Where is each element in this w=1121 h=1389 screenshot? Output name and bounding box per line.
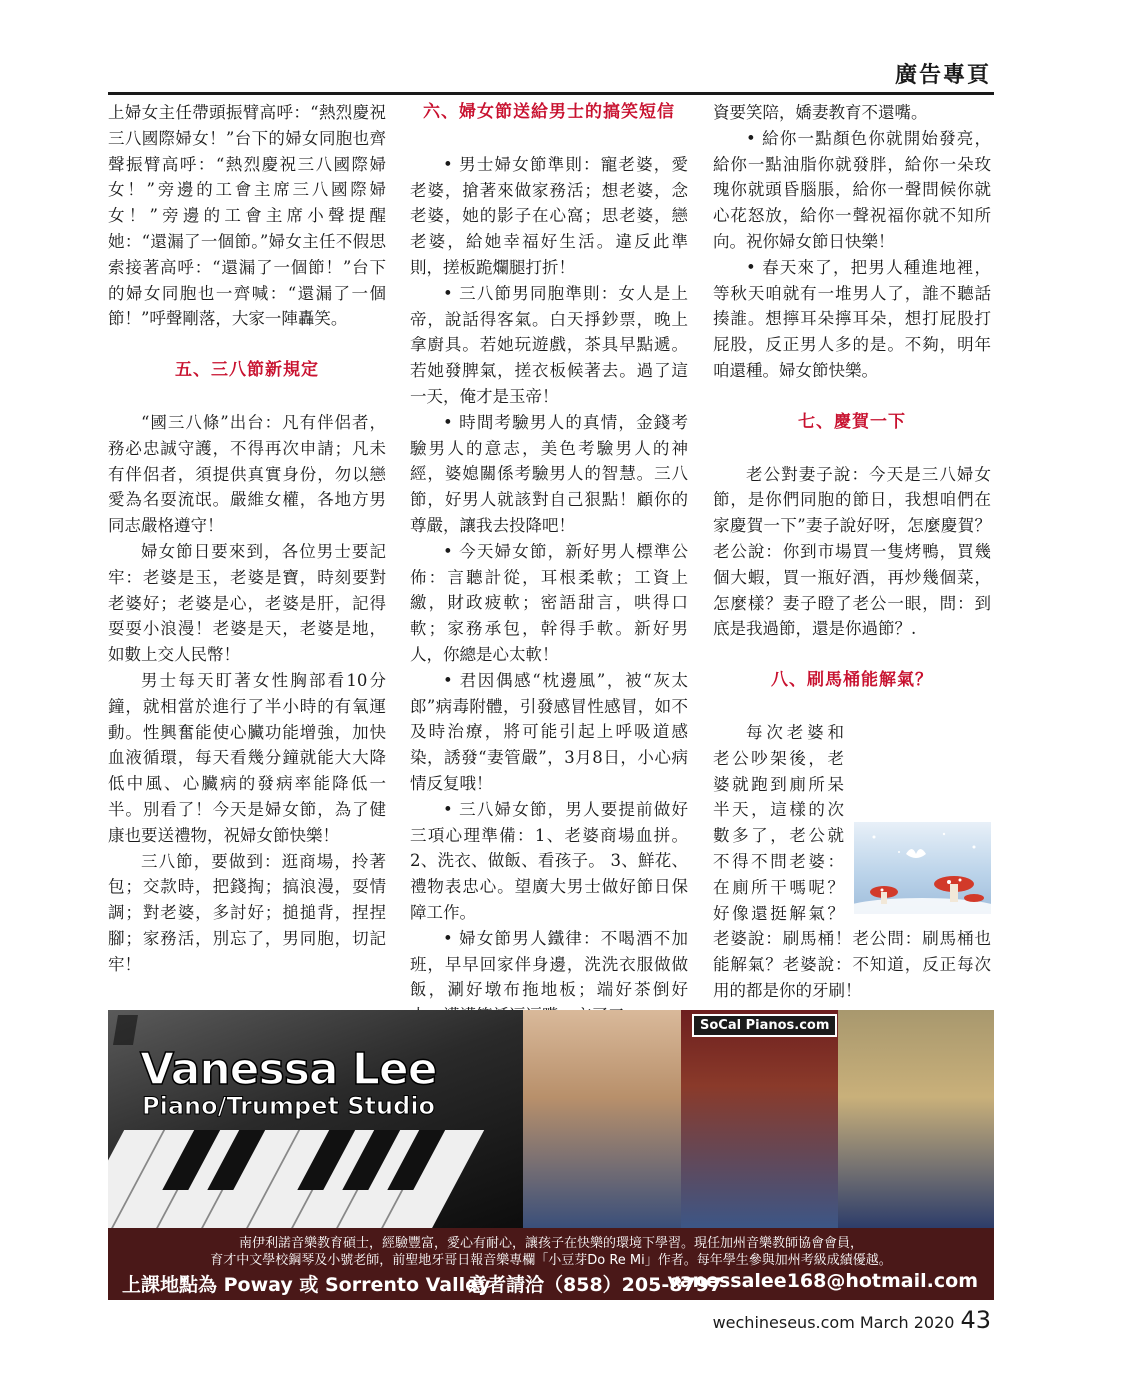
column-2 xyxy=(410,100,688,1029)
paragraph: 資要笑陪，嬌妻教育不還嘴。 xyxy=(713,103,928,122)
socal-pianos-sign: SoCal Pianos.com xyxy=(692,1014,837,1037)
section-heading: 五、三八節新規定 xyxy=(175,360,319,381)
header-rule xyxy=(108,92,994,95)
section-label: 廣告專頁 xyxy=(894,62,991,88)
section-heading: 六、婦女節送給男士的搞笑短信 xyxy=(423,102,675,122)
piano-studio-ad xyxy=(108,1010,994,1300)
column-1 xyxy=(108,100,386,978)
award-photo xyxy=(838,1010,994,1228)
paragraph: • 給你一點顏色你就開始發亮，給你一點油脂你就發胖，給你一朵玫瑰你就頭昏腦脹，給你一聲問候你就心花怒放，給你一聲祝福你就不知所向。祝你婦女節日快樂！ xyxy=(713,128,991,251)
piano-keys-image xyxy=(108,1010,523,1228)
paragraph: 三八節，要做到：逛商場，拎著包；交款時，把錢掏；搞浪漫，耍情調；對老婆，多討好；搥搥背，捏捏腳；家務活，別忘了，男同胞，切記牢！ xyxy=(108,851,386,974)
ad-email: vanessalee168@hotmail.com xyxy=(667,1270,978,1292)
paragraph: • 君因偶感“枕邊風”，被“灰太郎”病毒附體，引發感冒性感冒，如不及時治療，將可能引起上呼吸道感染，誘發“妻管嚴”，3月8日，小心病情反复哦！ xyxy=(410,670,688,793)
paragraph: • 時間考驗男人的真情，金錢考驗男人的意志，美色考驗男人的神經，婆媳關係考驗男人的智慧。三八節，好男人就該對自己狠點！顧你的尊嚴，讓我去投降吧！ xyxy=(410,412,688,535)
ad-phone: 意者請洽（858）205-8797 xyxy=(468,1274,723,1296)
site-and-date: wechineseus.com March 2020 xyxy=(712,1313,955,1332)
paragraph: • 三八婦女節，男人要提前做好三項心理準備：1、老婆商場血拼。 2、洗衣、做飯、看孩子。 3、鮮花、禮物表忠心。望廣大男士做好節日保障工作。 xyxy=(410,799,688,922)
mushroom-illustration xyxy=(854,822,991,914)
paragraph: • 婦女節男人鐵律：不喝酒不加班，早早回家伴身邊，洗洗衣服做做飯，涮好墩布拖地板；端好茶倒好 xyxy=(410,928,688,1000)
page-footer xyxy=(713,1306,991,1334)
ad-location: 上課地點為 Poway 或 Sorrento Valley xyxy=(122,1274,491,1296)
section-heading: 八、刷馬桶能解氣？ xyxy=(771,670,933,691)
studio-type: Piano/Trumpet Studio xyxy=(142,1092,436,1120)
paragraph: • 春天來了，把男人種進地裡，等秋天咱就有一堆男人了，誰不聽話揍誰。想擰耳朵擰耳朵，想打屁股打屁股，反正男人多的是。不夠，明年咱還種。婦女節快樂。 xyxy=(713,257,991,380)
recital-photo xyxy=(681,1010,838,1228)
paragraph: • 今天婦女節，新好男人標準公佈：言聽計從，耳根柔軟；工資上繳，財政疲軟；密語甜言，哄得口軟；家務承包，幹得手軟。新好男人，你總是心太軟！ xyxy=(410,541,688,664)
paragraph: • 三八節男同胞準則：女人是上帝，說話得客氣。白天掙鈔票，晚上拿廚具。若她玩遊戲，茶具早點遞。若她發脾氣，搓衣板候著去。過了這一天，俺才是玉帝！ xyxy=(410,283,688,406)
ad-description-line1: 南伊利諾音樂教育碩士，經驗豐富，愛心有耐心，讓孩子在快樂的環境下學習。現任加州音樂教師協會會員， xyxy=(238,1236,863,1251)
ad-description-line2: 育才中文學校鋼琴及小號老師，前聖地牙哥日報音樂專欄「小豆芽Do Re Mi」作者。每年學生參與加州考級成績優越。 xyxy=(210,1253,892,1268)
paragraph: 男士每天盯著女性胸部看10分鐘，就相當於進行了半小時的有氧運動。性興奮能使心臟功能增強，加快血液循環，每天看幾分鐘就能大大降低中風、心臟病的發病率能降低一半。別看了！今天是婦女節，為了健康也要送禮物，祝婦女節快樂！ xyxy=(108,670,386,845)
ad-info-bar xyxy=(108,1228,994,1300)
paragraph: “國三八條”出台：凡有伴侶者，務必忠誠守護，不得再次申請；凡未有伴侶者，須提供真實身份，勿以戀愛為名耍流氓。嚴維女權，各地方男同志嚴格遵守！ xyxy=(108,412,386,536)
studio-owner-name: Vanessa Lee xyxy=(140,1044,437,1095)
student-photo xyxy=(523,1010,681,1228)
paragraph: 婦女節日要來到，各位男士要記牢：老婆是玉，老婆是寶，時刻要對老婆好；老婆是心，老婆是肝，記得耍耍小浪漫！老婆是天，老婆是地，如數上交人民幣！ xyxy=(108,541,386,665)
column-3 xyxy=(713,100,991,1004)
paragraph: 每次老婆和老公吵架後，老婆就跑到廁所呆半天，這樣的次數多了，老公就不得不問老婆：在廁所干嗎呢？好像還挺解氣？老婆說：刷馬桶！老公問：刷馬桶也能解氣？老婆說：不知道，反正每次用的都是你的牙刷！ xyxy=(713,722,991,1000)
paragraph: 上婦女主任帶頭振臂高呼：“熱烈慶祝三八國際婦女！”台下的婦女同胞也齊聲振臂高呼：“熱烈慶祝三八國際婦女！”旁邊的工會主席三八國際婦女！”旁邊的工會主席小聲提醒她：“還漏了一個節。”婦女主任不假思索接著高呼：“還漏了一個節！”台下的婦女同胞也一齊喊：“還漏了一個節！”呼聲剛落，大家一陣轟笑。 xyxy=(108,103,386,329)
paragraph: • 男士婦女節準則：寵老婆，愛老婆，搶著來做家務活；想老婆，念老婆，她的影子在心窩；思老婆，戀老婆，給她幸福好生活。違反此準則，搓板跪爛腿打折！ xyxy=(410,154,688,277)
paragraph: 老公對妻子說：今天是三八婦女節，是你們同胞的節日，我想咱們在家慶賀一下”妻子說好呀，怎麼慶賀？老公說：你到市場買一隻烤鴨，買幾個大蝦，買一瓶好酒，再炒幾個菜，怎麼樣？妻子瞪了老公一眼，問：到底是我過節，還是你過節？. xyxy=(713,464,991,639)
section-heading: 七、慶賀一下 xyxy=(798,411,906,432)
page-number: 43 xyxy=(960,1306,991,1334)
